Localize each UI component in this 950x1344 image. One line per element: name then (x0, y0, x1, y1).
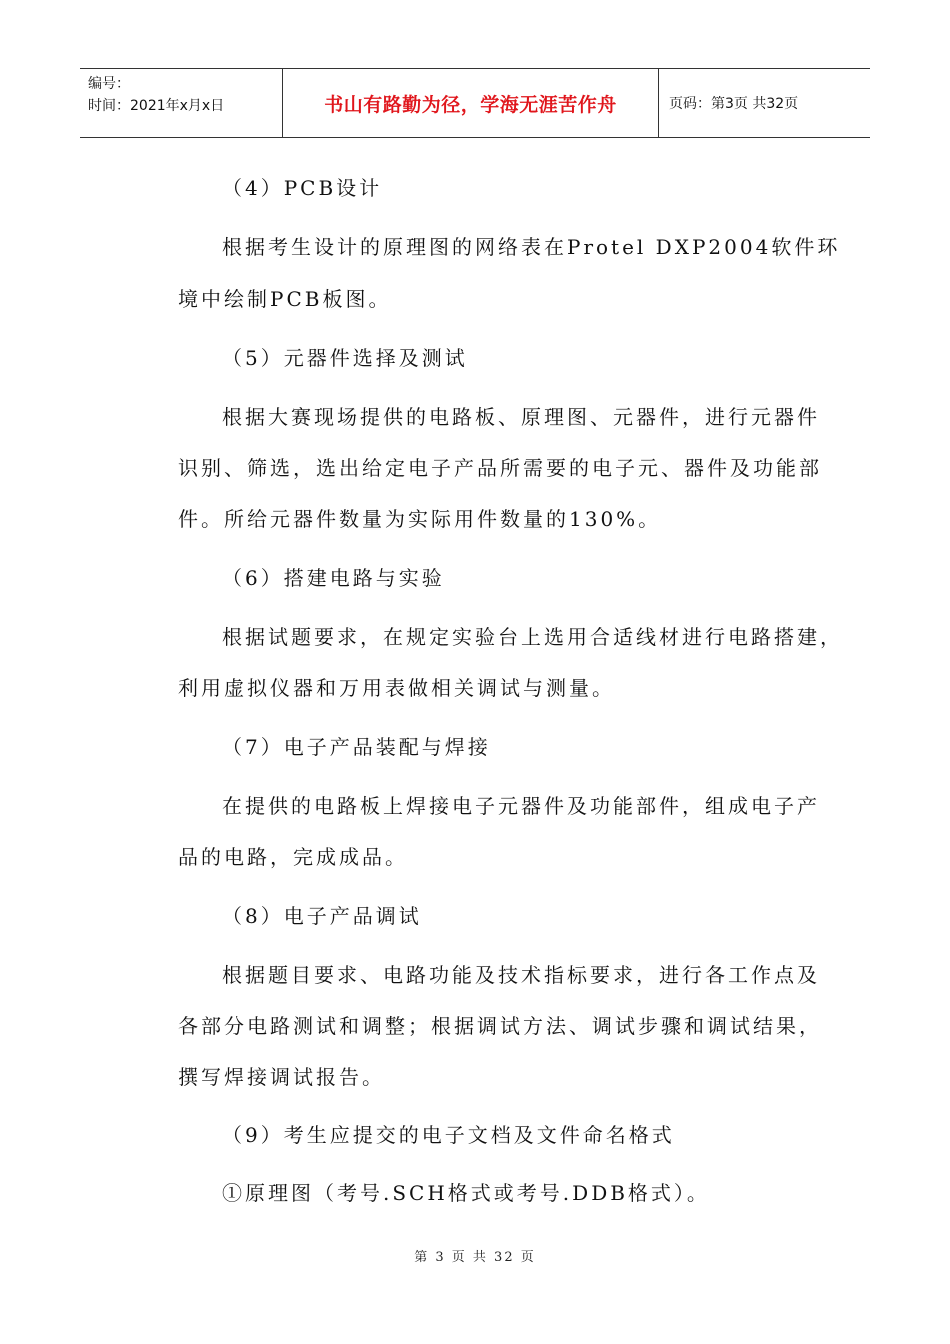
paragraph-line: 件。所给元器件数量为实际用件数量的130%。 (178, 507, 662, 531)
paragraph-line: 在提供的电路板上焊接电子元器件及功能部件，组成电子产 (222, 794, 820, 818)
header-page-info: 页码：第3页 共32页 (669, 96, 799, 112)
page-header (80, 68, 870, 138)
header-motto-cell (283, 69, 659, 137)
section-heading-6: （6）搭建电路与实验 (222, 566, 445, 590)
header-meta (80, 69, 283, 137)
header-time-label: 时间：2021年x月x日 (88, 98, 225, 114)
page-footer: 第 3 页 共 32 页 (414, 1250, 536, 1265)
paragraph-line: 撰写焊接调试报告。 (178, 1065, 385, 1089)
header-motto: 书山有路勤为径，学海无涯苦作舟 (324, 93, 617, 116)
section-heading-5: （5）元器件选择及测试 (222, 346, 468, 370)
section-heading-9: （9）考生应提交的电子文档及文件命名格式 (222, 1123, 675, 1147)
section-heading-8: （8）电子产品调试 (222, 904, 422, 928)
paragraph-line: 根据试题要求，在规定实验台上选用合适线材进行电路搭建， (222, 625, 843, 649)
paragraph-line: 根据题目要求、电路功能及技术指标要求，进行各工作点及 (222, 963, 820, 987)
list-item: ①原理图（考号.SCH格式或考号.DDB格式）。 (222, 1181, 710, 1205)
header-number-label: 编号： (88, 76, 130, 92)
paragraph-line: 利用虚拟仪器和万用表做相关调试与测量。 (178, 676, 615, 700)
paragraph-line: 品的电路，完成成品。 (178, 845, 408, 869)
paragraph-line: 根据考生设计的原理图的网络表在Protel DXP2004软件环 (222, 235, 841, 259)
paragraph-line: 识别、筛选，选出给定电子产品所需要的电子元、器件及功能部 (178, 456, 822, 480)
paragraph-line: 境中绘制PCB板图。 (178, 287, 392, 311)
section-heading-4: （4）PCB设计 (222, 176, 383, 200)
section-heading-7: （7）电子产品装配与焊接 (222, 735, 491, 759)
paragraph-line: 各部分电路测试和调整；根据调试方法、调试步骤和调试结果， (178, 1014, 822, 1038)
paragraph-line: 根据大赛现场提供的电路板、原理图、元器件，进行元器件 (222, 405, 820, 429)
